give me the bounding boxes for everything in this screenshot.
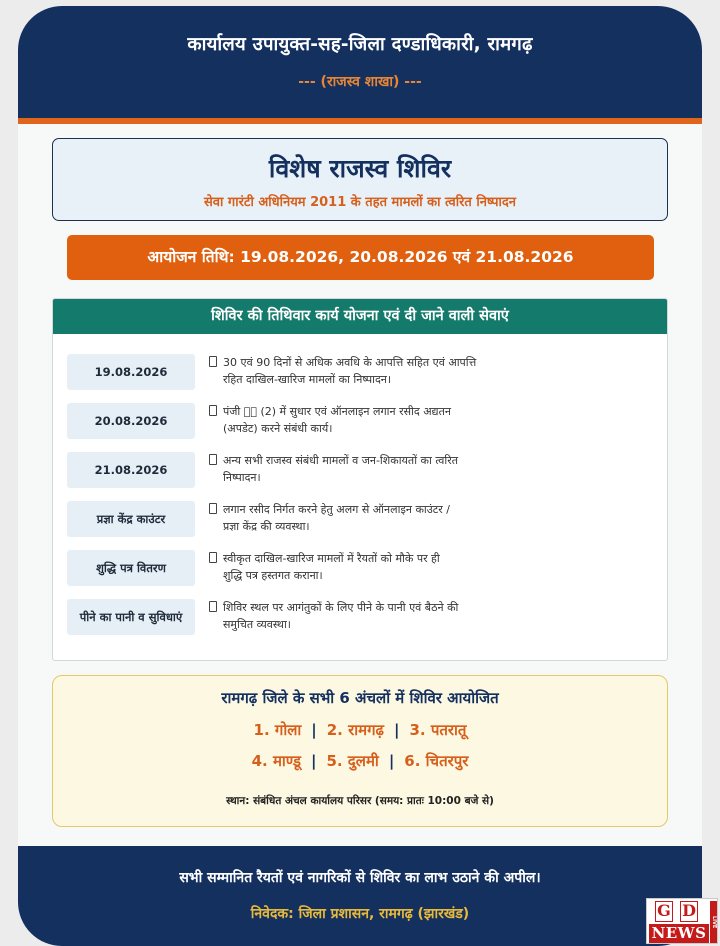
blocks-panel xyxy=(52,675,668,827)
block-name: 1. गोला xyxy=(253,721,302,739)
office-title: कार्यालय उपायुक्त-सह-जिला दण्डाधिकारी, रामगढ़ xyxy=(187,34,533,55)
schedule-row-line: शुद्धि पत्र हस्तगत कराना। xyxy=(223,569,323,582)
schedule-row xyxy=(67,403,647,441)
schedule-row-label: 20.08.2026 xyxy=(67,403,195,439)
schedule-row-line: लगान रसीद निर्गत करने हेतु अलग से ऑनलाइन काउंटर / xyxy=(223,503,451,516)
schedule-heading: शिविर की तिथिवार कार्य योजना एवं दी जाने वाली सेवाएं xyxy=(53,299,667,334)
checkbox-icon xyxy=(209,601,217,612)
schedule-row xyxy=(67,501,647,539)
block-name: 3. पतरातू xyxy=(409,721,467,739)
schedule-row-line: शिविर स्थल पर आगंतुकों के लिए पीने के पानी एवं बैठने की xyxy=(223,601,459,614)
logo-side-text: LIVE xyxy=(710,901,717,943)
schedule-row xyxy=(67,599,647,637)
blocks-list-row xyxy=(53,720,667,740)
schedule-row-label: शुद्धि पत्र वितरण xyxy=(67,550,195,586)
block-name: 6. चितरपुर xyxy=(404,752,469,770)
schedule-row-line: स्वीकृत दाखिल-खारिज मामलों में रैयतों को मौके पर ही xyxy=(223,552,440,565)
checkbox-icon xyxy=(209,503,217,514)
schedule-row-label: प्रज्ञा केंद्र काउंटर xyxy=(67,501,195,537)
camp-title: विशेष राजस्व शिविर xyxy=(268,154,452,183)
schedule-row-label: 19.08.2026 xyxy=(67,354,195,390)
schedule-row-line: प्रज्ञा केंद्र की व्यवस्था। xyxy=(223,520,310,533)
block-separator: | xyxy=(388,752,395,770)
footer xyxy=(18,846,702,946)
block-name: 2. रामगढ़ xyxy=(326,721,384,739)
camp-title-box xyxy=(52,138,668,221)
schedule-row-line: निष्पादन। xyxy=(223,471,261,484)
schedule-row-text xyxy=(223,354,513,388)
appeal-text: सभी सम्मानित रैयतों एवं नागरिकों से शिविर का लाभ उठाने की अपील। xyxy=(179,870,541,886)
schedule-row-text xyxy=(223,599,513,633)
block-name: 5. दुलमी xyxy=(326,752,379,770)
checkbox-icon xyxy=(209,356,217,367)
gd-news-logo-icon xyxy=(646,898,718,944)
checkbox-icon xyxy=(209,552,217,563)
checkbox-icon xyxy=(209,405,217,416)
schedule-row xyxy=(67,550,647,588)
issuer-text: निवेदक: जिला प्रशासन, रामगढ़ (झारखंड) xyxy=(250,906,470,922)
blocks-list-row xyxy=(53,751,667,771)
schedule-row-text xyxy=(223,403,513,437)
schedule-row-line: रहित दाखिल-खारिज मामलों का निष्पादन। xyxy=(223,373,392,386)
schedule-row xyxy=(67,354,647,392)
header-divider xyxy=(18,118,702,124)
block-separator: | xyxy=(311,721,317,739)
logo-news-text: NEWS xyxy=(649,924,709,943)
schedule-row-line: (अपडेट) करने संबंधी कार्य। xyxy=(223,422,333,435)
block-separator: | xyxy=(394,721,400,739)
schedule-row xyxy=(67,452,647,490)
schedule-row-label: 21.08.2026 xyxy=(67,452,195,488)
schedule-row-text xyxy=(223,550,513,584)
block-separator: | xyxy=(310,752,317,770)
schedule-row-line: पंजी ⃞⃞ (2) में सुधार एवं ऑनलाइन लगान रसीद अद्यतन xyxy=(223,405,451,418)
schedule-row-line: अन्य सभी राजस्व संबंधी मामलों व जन-शिकायतों का त्वरित xyxy=(223,454,458,467)
venue-text: स्थान: संबंधित अंचल कार्यालय परिसर (समय: प्रातः 10:00 बजे से) xyxy=(226,795,494,807)
event-dates: आयोजन तिथि: 19.08.2026, 20.08.2026 एवं 21.08.2026 xyxy=(67,235,654,280)
header xyxy=(18,6,702,118)
logo-letter: D xyxy=(680,901,698,922)
schedule-row-line: समुचित व्यवस्था। xyxy=(223,618,291,631)
schedule-row-text xyxy=(223,452,513,486)
notice-card xyxy=(18,6,702,946)
logo-letter: G xyxy=(655,901,673,922)
schedule-row-text xyxy=(223,501,513,535)
schedule-row-label: पीने का पानी व सुविधाएं xyxy=(67,599,195,635)
block-name: 4. माण्डू xyxy=(251,752,301,770)
camp-subtitle: सेवा गारंटी अधिनियम 2011 के तहत मामलों का त्वरित निष्पादन xyxy=(204,195,516,210)
logo-letters xyxy=(649,901,707,923)
checkbox-icon xyxy=(209,454,217,465)
office-branch: --- (राजस्व शाखा) --- xyxy=(298,74,422,90)
blocks-title: रामगढ़ जिले के सभी 6 अंचलों में शिविर आयोजित xyxy=(221,689,499,707)
schedule-row-line: 30 एवं 90 दिनों से अधिक अवधि के आपत्ति सहित एवं आपत्ति xyxy=(223,356,477,369)
schedule-table xyxy=(52,298,668,661)
